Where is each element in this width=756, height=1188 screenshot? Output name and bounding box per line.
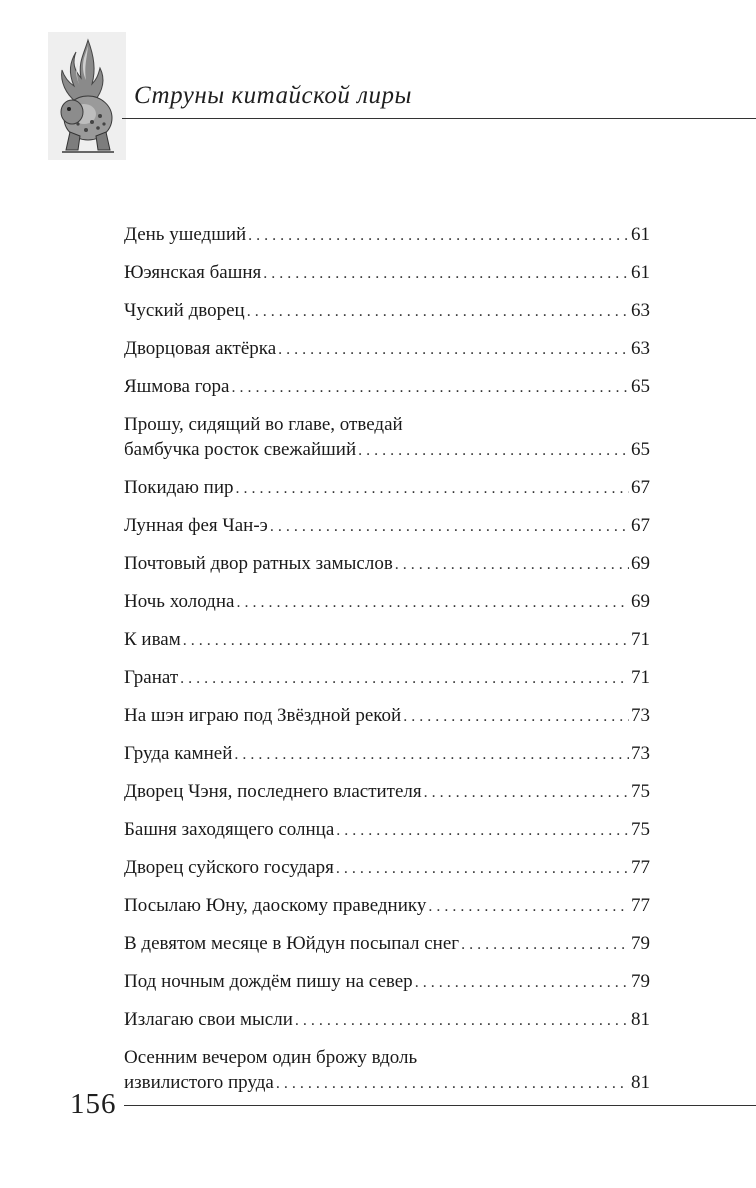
header-rule <box>122 118 756 119</box>
toc-entry <box>124 627 650 653</box>
toc-entry-line <box>124 336 650 362</box>
toc-entry-title: Яшмова гора <box>124 376 230 397</box>
toc-entry-page: 69 <box>631 591 650 612</box>
dot-leader <box>395 552 629 577</box>
toc-entry-line <box>124 437 650 463</box>
toc-entry-page: 81 <box>631 1072 650 1093</box>
toc-entry <box>124 741 650 767</box>
toc-entry-page: 77 <box>631 857 650 878</box>
dot-leader <box>247 299 629 324</box>
toc-entry-page: 61 <box>631 262 650 283</box>
toc-entry <box>124 475 650 501</box>
toc-entry <box>124 703 650 729</box>
toc-entry-title: Ночь холодна <box>124 591 235 612</box>
toc-entry <box>124 1045 650 1096</box>
toc-entry-line <box>124 475 650 501</box>
toc-entry-line <box>124 703 650 729</box>
toc-entry-page: 67 <box>631 515 650 536</box>
toc-entry-title: В девятом месяце в Юйдун посыпал снег <box>124 933 460 954</box>
dot-leader <box>358 438 629 463</box>
toc-entry-line <box>124 1007 650 1033</box>
toc-entry-title: Гранат <box>124 667 179 688</box>
toc-entry <box>124 969 650 995</box>
toc-entry-page: 77 <box>631 895 650 916</box>
toc-entry <box>124 298 650 324</box>
toc-entry-line <box>124 817 650 843</box>
toc-entry-page: 75 <box>631 781 650 802</box>
toc-entry-page: 81 <box>631 1009 650 1030</box>
toc-entry-title: Башня заходящего солнца <box>124 819 335 840</box>
toc-entry <box>124 412 650 463</box>
toc-entry-title: Лунная фея Чан-э <box>124 515 268 536</box>
toc-entry-page: 65 <box>631 376 650 397</box>
dot-leader <box>461 932 629 957</box>
toc-entry-page: 79 <box>631 933 650 954</box>
toc-entry-line <box>124 969 650 995</box>
chinese-dragon-figurine-icon <box>48 32 126 160</box>
dot-leader <box>231 375 629 400</box>
toc-entry-line <box>124 551 650 577</box>
toc-entry <box>124 893 650 919</box>
toc-entry-line <box>124 741 650 767</box>
toc-entry <box>124 222 650 248</box>
dot-leader <box>295 1008 629 1033</box>
toc-entry-page: 63 <box>631 338 650 359</box>
toc-entry-line <box>124 374 650 400</box>
toc-entry-line <box>124 260 650 286</box>
toc-entry-line <box>124 222 650 248</box>
toc-entry-page: 73 <box>631 743 650 764</box>
toc-entry-title: Прошу, сидящий во главе, отведай <box>124 414 403 435</box>
toc-entry-line <box>124 893 650 919</box>
toc-entry-page: 69 <box>631 553 650 574</box>
dot-leader <box>263 261 629 286</box>
toc-entry <box>124 665 650 691</box>
toc-entry-page: 65 <box>631 439 650 460</box>
dot-leader <box>336 856 629 881</box>
toc-entry-title: Дворец Чэня, последнего властителя <box>124 781 422 802</box>
toc-entry-page: 61 <box>631 224 650 245</box>
dot-leader <box>183 628 629 653</box>
toc-entry <box>124 336 650 362</box>
toc-entry <box>124 551 650 577</box>
toc-entry <box>124 817 650 843</box>
toc-entry-title: Под ночным дождём пишу на север <box>124 971 413 992</box>
toc-entry-line <box>124 665 650 691</box>
toc-entry-title: бамбучка росток свежайший <box>124 439 357 460</box>
toc-entry-page: 73 <box>631 705 650 726</box>
figurine-drawing <box>48 32 126 160</box>
dot-leader <box>424 780 629 805</box>
toc-entry-line <box>124 627 650 653</box>
footer-rule <box>124 1105 756 1106</box>
toc-entry-title: Юэянская башня <box>124 262 262 283</box>
toc-entry-line <box>124 855 650 881</box>
toc-entry-page: 79 <box>631 971 650 992</box>
toc-entry-title: извилистого пруда <box>124 1072 274 1093</box>
toc-entry-title: Излагаю свои мысли <box>124 1009 293 1030</box>
toc-entry <box>124 779 650 805</box>
page-number: 156 <box>70 1088 117 1120</box>
toc-entry-title: Дворец суйского государя <box>124 857 334 878</box>
toc-entry-title: Груда камней <box>124 743 233 764</box>
toc-entry <box>124 374 650 400</box>
dot-leader <box>336 818 629 843</box>
running-head: Струны китайской лиры <box>134 82 412 109</box>
dot-leader <box>276 1071 629 1096</box>
toc-entry-title: К ивам <box>124 629 181 650</box>
toc-entry-page: 75 <box>631 819 650 840</box>
toc-entry-title: День ушедший <box>124 224 247 245</box>
toc-entry-title: Покидаю пир <box>124 477 234 498</box>
toc-entry-title: Почтовый двор ратных замыслов <box>124 553 393 574</box>
dot-leader <box>236 476 629 501</box>
dot-leader <box>248 223 629 248</box>
toc-entry-line <box>124 412 650 437</box>
toc-entry-title: Дворцовая актёрка <box>124 338 277 359</box>
dot-leader <box>428 894 629 919</box>
dot-leader <box>278 337 629 362</box>
table-of-contents <box>124 222 650 1108</box>
toc-entry-title: Чуский дворец <box>124 300 245 321</box>
toc-entry-page: 67 <box>631 477 650 498</box>
toc-entry-line <box>124 931 650 957</box>
toc-entry-line <box>124 779 650 805</box>
toc-entry-title: На шэн играю под Звёздной рекой <box>124 705 402 726</box>
dot-leader <box>236 590 629 615</box>
toc-entry-title: Посылаю Юну, даоскому праведнику <box>124 895 427 916</box>
toc-entry <box>124 931 650 957</box>
toc-entry <box>124 260 650 286</box>
toc-entry-page: 63 <box>631 300 650 321</box>
toc-entry-line <box>124 1070 650 1096</box>
toc-entry-line <box>124 589 650 615</box>
toc-entry <box>124 1007 650 1033</box>
dot-leader <box>180 666 629 691</box>
dot-leader <box>415 970 629 995</box>
toc-entry-title: Осенним вечером один брожу вдоль <box>124 1047 418 1068</box>
dot-leader <box>234 742 629 767</box>
toc-entry <box>124 589 650 615</box>
toc-entry <box>124 513 650 539</box>
toc-entry-line <box>124 513 650 539</box>
dot-leader <box>403 704 629 729</box>
dot-leader <box>270 514 629 539</box>
toc-entry <box>124 855 650 881</box>
toc-entry-page: 71 <box>631 629 650 650</box>
toc-entry-page: 71 <box>631 667 650 688</box>
toc-entry-line <box>124 298 650 324</box>
toc-entry-line <box>124 1045 650 1070</box>
